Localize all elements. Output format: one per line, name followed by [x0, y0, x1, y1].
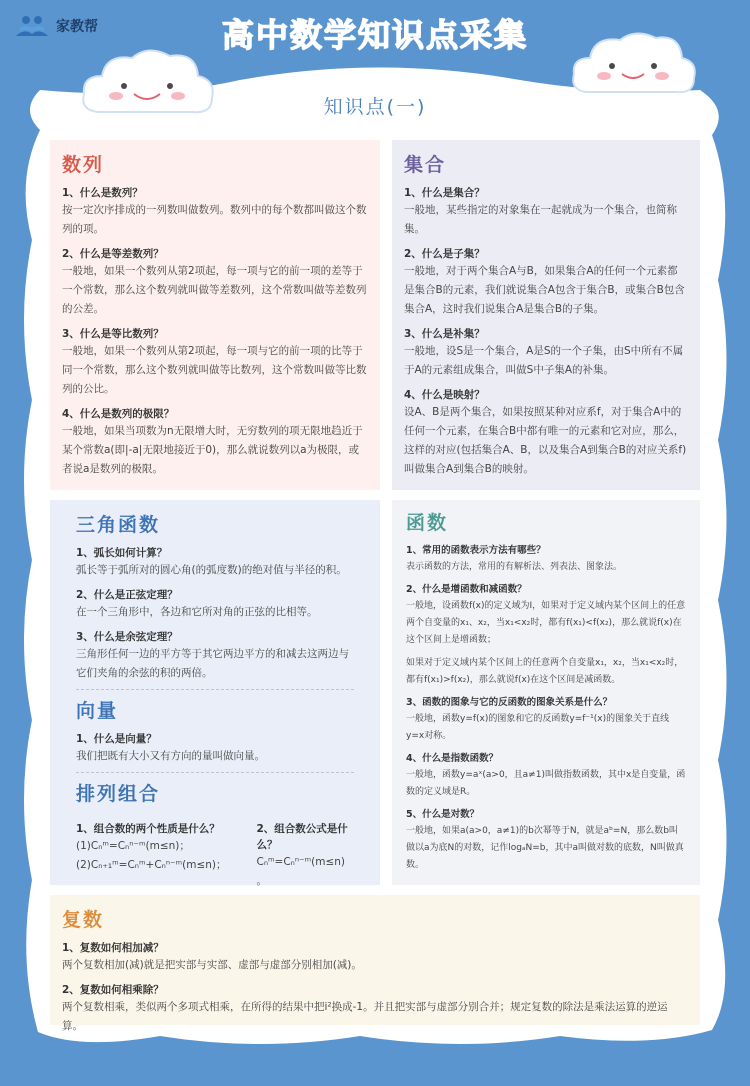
combination-formula: [257, 814, 355, 891]
question: 2、什么是正弦定理？: [76, 589, 178, 601]
page-title: [0, 10, 750, 56]
answer: 一般地，对于两个集合A与B，如果集合A的任何一个元素都是集合B的元素，我们就说集合A包含于集合B，或集合B包含集合A，这时我们说集合A是集合B的子集。: [404, 265, 685, 315]
section-title: 向量: [76, 700, 119, 722]
section-title: 函数: [406, 512, 449, 534]
qa-item: [404, 387, 688, 479]
question: 2、什么是增函数和减函数？: [406, 584, 527, 595]
answer: 三角形任何一边的平方等于其它两边平方的和减去这两边与它们夹角的余弦的积的两倍。: [76, 648, 349, 679]
title-char: 点: [426, 16, 461, 54]
question: 1、什么是数列？: [62, 187, 143, 199]
qa-list: [406, 543, 686, 874]
qa-item: [404, 326, 688, 380]
question: 2、复数如何相乘除？: [62, 984, 164, 996]
question: 1、什么是集合？: [404, 187, 485, 199]
answer: 一般地，函数y=aˣ(a>0，且a≠1)叫做指数函数，其中x是自变量，函数的定义域是R。: [406, 770, 686, 797]
answer: 两个复数相乘，类似两个多项式相乘，在所得的结果中把i²换成-1。并且把实部与虚部分别合并；规定复数的除法是乘法运算的逆运算。: [62, 1001, 668, 1032]
question: 4、什么是指数函数？: [406, 753, 499, 764]
title-char: 学: [323, 16, 358, 54]
answer: 一般地，某些指定的对象集在一起就成为一个集合，也简称集。: [404, 204, 677, 235]
qa-item: [404, 185, 688, 239]
title-char: 数: [289, 16, 324, 54]
question: 3、什么是补集？: [404, 328, 485, 340]
question: 3、什么是等比数列？: [62, 328, 164, 340]
section-title: 三角函数: [76, 514, 161, 536]
page-subtitle: 知识点(一): [323, 96, 427, 118]
question: 1、组合数的两个性质是什么？: [76, 823, 220, 835]
answer: 我们把既有大小又有方向的量叫做向量。: [76, 750, 265, 762]
qa-list: [62, 185, 368, 479]
question: 4、什么是映射？: [404, 389, 485, 401]
title-char: 中: [255, 16, 290, 54]
answer: 弧长等于弧所对的圆心角(的弧度数)的绝对值与半径的积。: [76, 564, 347, 576]
qa-item: [62, 940, 688, 975]
qa-item: [406, 655, 686, 689]
sequence-section: [50, 140, 380, 490]
qa-item: [406, 543, 686, 576]
section-title: 集合: [404, 154, 447, 176]
trig-vector-combinatorics-section: [50, 500, 380, 885]
functions-section: [392, 500, 700, 885]
question: 2、什么是等差数列？: [62, 248, 164, 260]
brand-name: 家教帮: [56, 19, 98, 35]
qa-item: [76, 587, 354, 622]
qa-item: [76, 731, 354, 766]
divider: [76, 772, 354, 773]
section-title: 排列组合: [76, 783, 161, 805]
complex-section: [50, 895, 700, 1032]
combinatorics-columns: [76, 814, 354, 891]
qa-item: [406, 582, 686, 649]
answer: 表示函数的方法，常用的有解析法、列表法、图象法。: [406, 562, 623, 572]
formula-line: (2)Cₙ₊₁ᵐ=Cₙᵐ+Cₙⁿ⁻ᵐ(m≤n)；: [76, 859, 227, 871]
question: 2、组合数公式是什么？: [256, 823, 348, 851]
answer: 一般地，如果一个数列从第2项起，每一项与它的前一项的差等于一个常数，那么这个数列就叫做等差数列，这个常数叫做等差数列的公差。: [62, 265, 367, 315]
question: 1、复数如何相加减？: [62, 942, 164, 954]
qa-item: [62, 406, 368, 479]
answer: 一般地，如果a(a>0，a≠1)的b次幂等于N，就是aᵇ=N，那么数b叫做以a为底N的对数，记作logₐN=b，其中a叫做对数的底数，N叫做真数。: [406, 826, 684, 870]
formula-line: Cₙᵐ=Cₙⁿ⁻ᵐ(m≤n) 。: [256, 856, 346, 887]
question: 2、什么是子集？: [404, 248, 485, 260]
sets-section: [392, 140, 700, 490]
answer: 一般地，设S是一个集合，A是S的一个子集，由S中所有不属于A的元素组成集合，叫做S中子集A的补集。: [404, 345, 684, 376]
question: 5、什么是对数？: [406, 809, 480, 820]
qa-item: [62, 326, 368, 399]
answer: 一般地，如果当项数为n无限增大时，无穷数列的项无限地趋近于某个常数a(即|-a|无限地接近于0)，那么就说数列以a为极限，或者说a是数列的极限。: [62, 425, 363, 475]
combination-properties: [76, 814, 227, 891]
qa-list: [404, 185, 688, 479]
answer: 一般地，设函数f(x)的定义域为I，如果对于定义域内某个区间上的任意两个自变量的x₁、x₂，当x₁<x₂时，都有f(x₁)<f(x₂)，那么就说f(x)在这个区间上是增函数；: [406, 601, 686, 645]
formula-line: (1)Cₙᵐ=Cₙⁿ⁻ᵐ(m≤n)；: [76, 840, 190, 852]
answer: 在一个三角形中，各边和它所对角的正弦的比相等。: [76, 606, 318, 618]
question: 4、什么是数列的极限？: [62, 408, 175, 420]
question: 1、弧长如何计算？: [76, 547, 168, 559]
title-char: 采: [460, 16, 495, 54]
title-char: 高: [221, 16, 256, 54]
title-char: 集: [494, 16, 529, 54]
qa-item: [406, 751, 686, 801]
question: 1、什么是向量？: [76, 733, 157, 745]
qa-list: [76, 545, 354, 683]
section-title: 复数: [62, 909, 105, 931]
answer: 按一定次序排成的一列数叫做数列。数列中的每个数都叫做这个数列的项。: [62, 204, 367, 235]
answer: 两个复数相加(减)就是把实部与实部、虚部与虚部分别相加(减)。: [62, 959, 362, 971]
answer: 如果对于定义域内某个区间上的任意两个自变量x₁，x₂，当x₁<x₂时，都有f(x₁)>f(x₂)，那么就说f(x)在这个区间是减函数。: [406, 658, 684, 685]
qa-list: [62, 940, 688, 1036]
qa-item: [62, 982, 688, 1036]
question: 3、什么是余弦定理？: [76, 631, 178, 643]
title-char: 识: [392, 16, 427, 54]
qa-item: [62, 246, 368, 319]
answer: 一般地，函数y=f(x)的图象和它的反函数y=f⁻¹(x)的图象关于直线y=x对称。: [406, 714, 670, 741]
qa-list: [76, 731, 354, 766]
qa-item: [62, 185, 368, 239]
title-char: 知: [357, 16, 392, 54]
section-title: 数列: [62, 154, 105, 176]
qa-item: [406, 807, 686, 874]
answer: 一般地，如果一个数列从第2项起，每一项与它的前一项的比等于同一个常数，那么这个数列就叫做等比数列，这个常数叫做等比数列的公比。: [62, 345, 367, 395]
qa-item: [76, 545, 354, 580]
question: 1、常用的函数表示方法有哪些？: [406, 545, 546, 556]
answer: 设A、B是两个集合，如果按照某种对应系f，对于集合A中的任何一个元素，在集合B中都有唯一的元素和它对应，那么，这样的对应(包括集合A、B，以及集合A到集合B的对应关系f)叫做集合A到集合B的映射。: [404, 406, 687, 475]
qa-item: [406, 695, 686, 745]
qa-item: [76, 629, 354, 683]
qa-item: [404, 246, 688, 319]
divider: [76, 689, 354, 690]
question: 3、函数的图象与它的反函数的图象关系是什么？: [406, 697, 613, 708]
